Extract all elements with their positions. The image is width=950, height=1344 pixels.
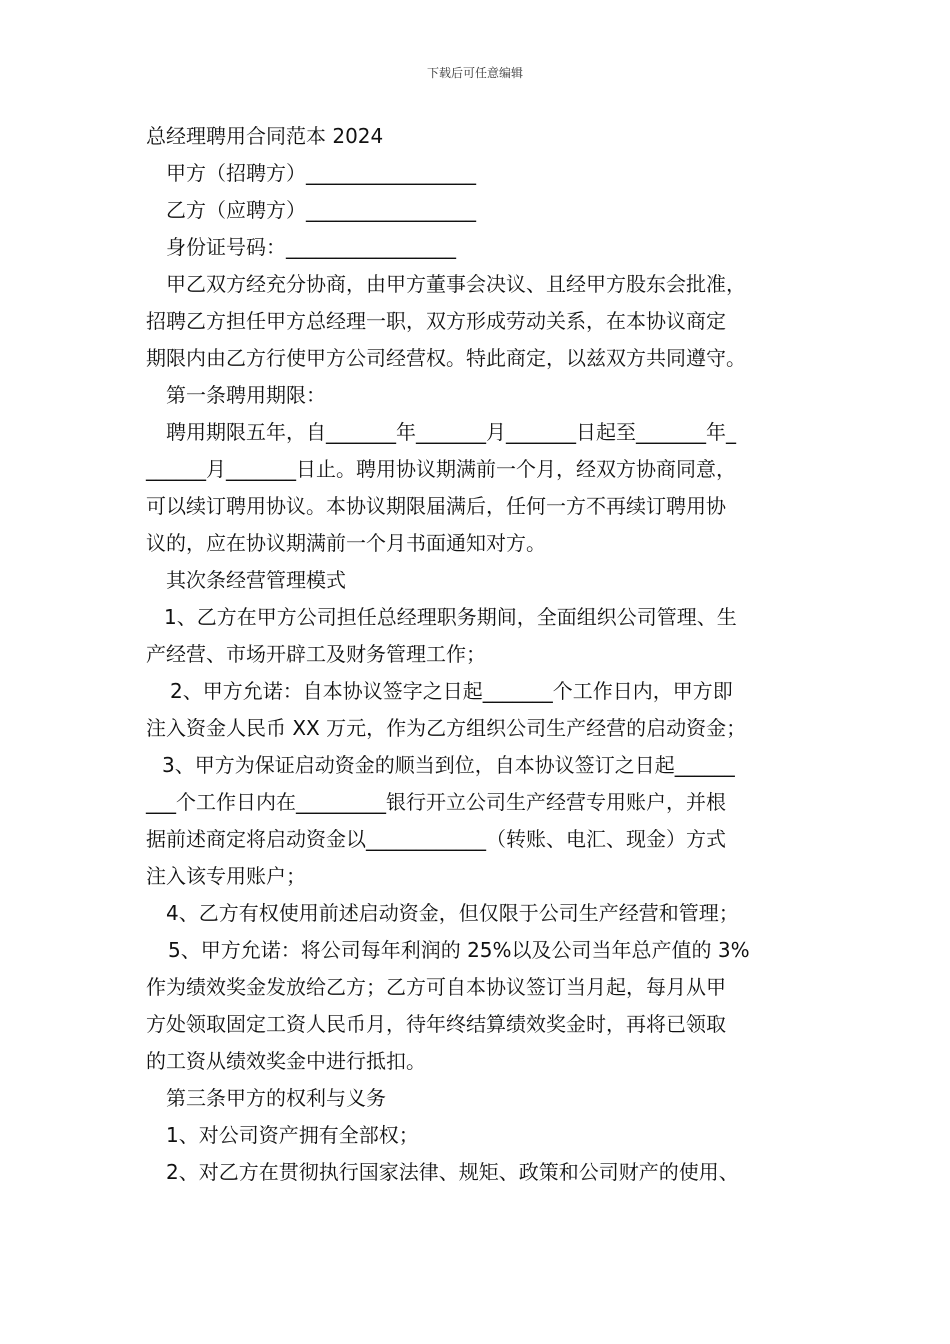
paragraph-line: 1、乙方在甲方公司担任总经理职务期间，全面组织公司管理、生 <box>164 605 737 629</box>
section-heading: 其次条经营管理模式 <box>166 568 346 592</box>
paragraph-line: 可以续订聘用协议。本协议期限届满后，任何一方不再续订聘用协 <box>146 494 726 518</box>
paragraph-line: 期限内由乙方行使甲方公司经营权。特此商定，以兹双方共同遵守。 <box>146 346 746 370</box>
paragraph-line: 5、甲方允诺：将公司每年利润的 25%以及公司当年总产值的 3% <box>168 938 750 962</box>
paragraph-line: 议的，应在协议期满前一个月书面通知对方。 <box>146 531 546 555</box>
paragraph-line: 据前述商定将启动资金以____________（转账、电汇、现金）方式 <box>146 827 726 851</box>
paragraph-line: 2、对乙方在贯彻执行国家法律、规矩、政策和公司财产的使用、 <box>166 1160 739 1184</box>
paragraph-line: 作为绩效奖金发放给乙方；乙方可自本协议签订当月起，每月从甲 <box>146 975 726 999</box>
paragraph-line: 2、甲方允诺：自本协议签字之日起_______个工作日内，甲方即 <box>170 679 733 703</box>
paragraph-line: 方处领取固定工资人民币月，待年终结算绩效奖金时，再将已领取 <box>146 1012 726 1036</box>
paragraph-line: 招聘乙方担任甲方总经理一职，双方形成劳动关系，在本协议商定 <box>146 309 726 333</box>
paragraph-line: 1、对公司资产拥有全部权； <box>166 1123 419 1147</box>
paragraph-line: 甲乙双方经充分协商，由甲方董事会决议、且经甲方股东会批准， <box>166 272 746 296</box>
paragraph-line: 3、甲方为保证启动资金的顺当到位，自本协议签订之日起______ <box>162 753 735 777</box>
paragraph-line: 注入资金人民币 XX 万元，作为乙方组织公司生产经营的启动资金； <box>146 716 747 740</box>
paragraph-line: 的工资从绩效奖金中进行抵扣。 <box>146 1049 426 1073</box>
party-a-field: 甲方（招聘方）_________________ <box>166 161 476 185</box>
id-number-field: 身份证号码：_________________ <box>166 235 456 259</box>
page-header: 下载后可任意编辑 <box>426 66 523 80</box>
paragraph-line: 4、乙方有权使用前述启动资金，但仅限于公司生产经营和管理； <box>166 901 739 925</box>
party-b-field: 乙方（应聘方）_________________ <box>166 198 476 222</box>
paragraph-line: 产经营、市场开辟工及财务管理工作； <box>146 642 486 666</box>
paragraph-line: 注入该专用账户； <box>146 864 306 888</box>
paragraph-line: 聘用期限五年，自_______年_______月_______日起至_______年_ <box>166 420 736 444</box>
document-body <box>146 118 810 1191</box>
paragraph-line: ______月_______日止。聘用协议期满前一个月，经双方协商同意， <box>146 457 736 481</box>
paragraph-line: ___个工作日内在_________银行开立公司生产经营专用账户，并根 <box>146 790 726 814</box>
document-title: 总经理聘用合同范本 2024 <box>146 124 384 148</box>
section-heading: 第一条聘用期限： <box>166 383 326 407</box>
section-heading: 第三条甲方的权利与义务 <box>166 1086 386 1110</box>
